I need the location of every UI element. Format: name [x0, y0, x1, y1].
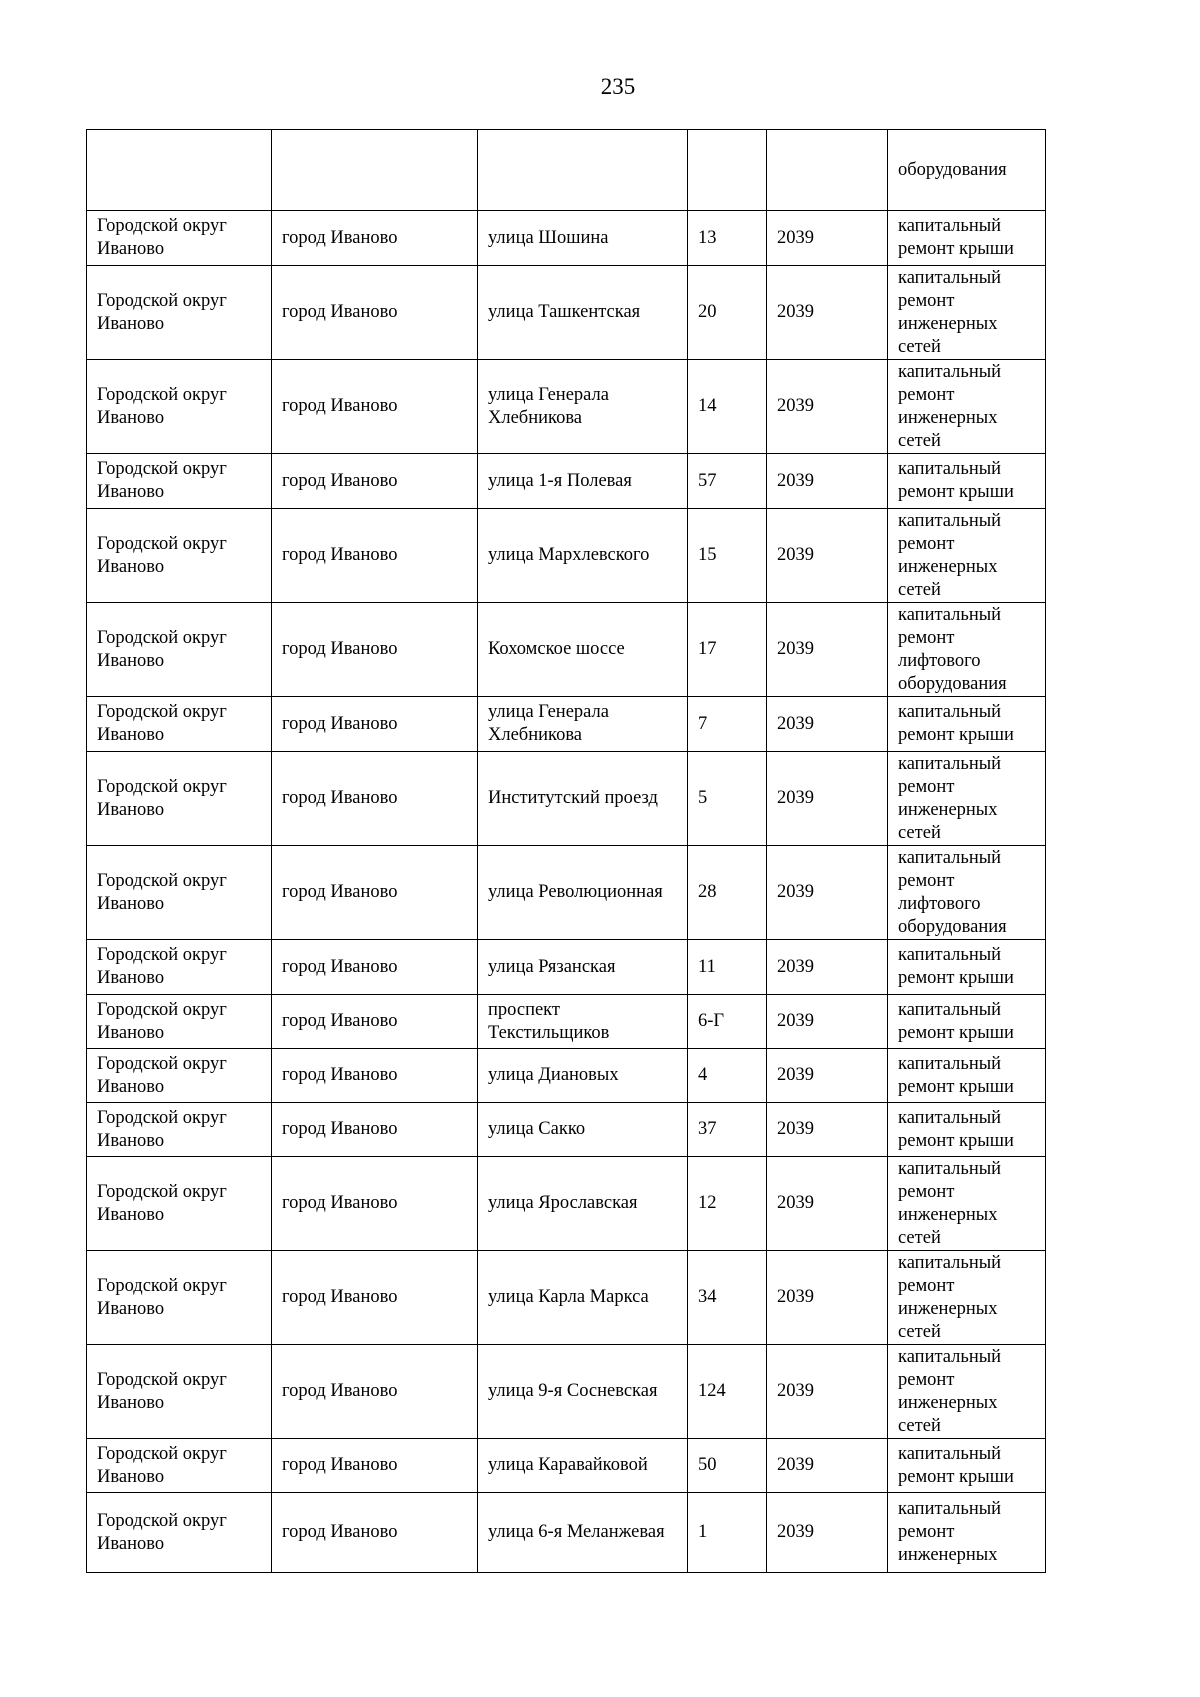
- year-cell: 2039: [767, 603, 888, 697]
- work-type-cell: капитальный ремонт крыши: [888, 454, 1046, 509]
- street-cell: проспект Текстильщиков: [478, 995, 688, 1049]
- house-number-cell: 28: [688, 846, 767, 940]
- street-cell: улица Каравайковой: [478, 1439, 688, 1493]
- street-cell: улица 1-я Полевая: [478, 454, 688, 509]
- house-number-cell: 5: [688, 752, 767, 846]
- street-cell: улица Шошина: [478, 211, 688, 266]
- table-row: [87, 1493, 1046, 1573]
- table-row: [87, 940, 1046, 995]
- house-number-cell: 14: [688, 360, 767, 454]
- settlement-cell: город Иваново: [272, 1157, 478, 1251]
- year-cell: 2039: [767, 1251, 888, 1345]
- municipality-cell: Городской округ Иваново: [87, 266, 272, 360]
- settlement-cell: город Иваново: [272, 1493, 478, 1573]
- settlement-cell: город Иваново: [272, 360, 478, 454]
- settlement-cell: город Иваново: [272, 211, 478, 266]
- street-cell: улица Сакко: [478, 1103, 688, 1157]
- house-number-cell: 20: [688, 266, 767, 360]
- year-cell: 2039: [767, 509, 888, 603]
- work-type-cell: капитальный ремонт инженерных сетей: [888, 1251, 1046, 1345]
- page-number: 235: [600, 74, 636, 99]
- street-cell: улица Диановых: [478, 1049, 688, 1103]
- house-number-cell: 50: [688, 1439, 767, 1493]
- table-row: [87, 1251, 1046, 1345]
- house-number-cell: 6-Г: [688, 995, 767, 1049]
- repair-schedule-table: [86, 129, 1046, 1573]
- street-cell: улица Карла Маркса: [478, 1251, 688, 1345]
- work-type-cell: оборудования: [888, 130, 1046, 211]
- work-type-cell: капитальный ремонт инженерных сетей: [888, 752, 1046, 846]
- year-cell: 2039: [767, 1157, 888, 1251]
- municipality-cell: Городской округ Иваново: [87, 603, 272, 697]
- table-row: [87, 211, 1046, 266]
- table-row: [87, 752, 1046, 846]
- house-number-cell: 57: [688, 454, 767, 509]
- settlement-cell: [272, 130, 478, 211]
- table-row: [87, 995, 1046, 1049]
- year-cell: 2039: [767, 360, 888, 454]
- municipality-cell: Городской округ Иваново: [87, 752, 272, 846]
- year-cell: 2039: [767, 697, 888, 752]
- municipality-cell: Городской округ Иваново: [87, 1103, 272, 1157]
- municipality-cell: Городской округ Иваново: [87, 211, 272, 266]
- table-row: [87, 697, 1046, 752]
- house-number-cell: 37: [688, 1103, 767, 1157]
- table-row-continuation: [87, 130, 1046, 211]
- settlement-cell: город Иваново: [272, 995, 478, 1049]
- table-row: [87, 1345, 1046, 1439]
- table-row: [87, 1439, 1046, 1493]
- settlement-cell: город Иваново: [272, 1439, 478, 1493]
- settlement-cell: город Иваново: [272, 266, 478, 360]
- house-number-cell: 17: [688, 603, 767, 697]
- table-row: [87, 1103, 1046, 1157]
- municipality-cell: Городской округ Иваново: [87, 846, 272, 940]
- year-cell: 2039: [767, 1439, 888, 1493]
- municipality-cell: Городской округ Иваново: [87, 1345, 272, 1439]
- municipality-cell: Городской округ Иваново: [87, 995, 272, 1049]
- municipality-cell: Городской округ Иваново: [87, 360, 272, 454]
- settlement-cell: город Иваново: [272, 603, 478, 697]
- house-number-cell: 1: [688, 1493, 767, 1573]
- table-row: [87, 360, 1046, 454]
- work-type-cell: капитальный ремонт инженерных сетей: [888, 1345, 1046, 1439]
- street-cell: улица 9-я Сосневская: [478, 1345, 688, 1439]
- settlement-cell: город Иваново: [272, 509, 478, 603]
- year-cell: 2039: [767, 846, 888, 940]
- street-cell: улица Ярославская: [478, 1157, 688, 1251]
- street-cell: улица Мархлевского: [478, 509, 688, 603]
- work-type-cell: капитальный ремонт крыши: [888, 1439, 1046, 1493]
- settlement-cell: город Иваново: [272, 846, 478, 940]
- year-cell: 2039: [767, 752, 888, 846]
- work-type-cell: капитальный ремонт лифтового оборудования: [888, 603, 1046, 697]
- street-cell: улица Генерала Хлебникова: [478, 360, 688, 454]
- year-cell: 2039: [767, 1049, 888, 1103]
- work-type-cell: капитальный ремонт крыши: [888, 940, 1046, 995]
- work-type-cell: капитальный ремонт инженерных сетей: [888, 266, 1046, 360]
- work-type-cell: капитальный ремонт инженерных: [888, 1493, 1046, 1573]
- municipality-cell: Городской округ Иваново: [87, 1493, 272, 1573]
- house-number-cell: 13: [688, 211, 767, 266]
- house-number-cell: 124: [688, 1345, 767, 1439]
- work-type-cell: капитальный ремонт лифтового оборудования: [888, 846, 1046, 940]
- settlement-cell: город Иваново: [272, 752, 478, 846]
- year-cell: [767, 130, 888, 211]
- settlement-cell: город Иваново: [272, 1049, 478, 1103]
- street-cell: улица 6-я Меланжевая: [478, 1493, 688, 1573]
- street-cell: Кохомское шоссе: [478, 603, 688, 697]
- table-row: [87, 454, 1046, 509]
- work-type-cell: капитальный ремонт инженерных сетей: [888, 509, 1046, 603]
- settlement-cell: город Иваново: [272, 697, 478, 752]
- year-cell: 2039: [767, 995, 888, 1049]
- work-type-cell: капитальный ремонт крыши: [888, 1103, 1046, 1157]
- municipality-cell: Городской округ Иваново: [87, 697, 272, 752]
- municipality-cell: Городской округ Иваново: [87, 940, 272, 995]
- year-cell: 2039: [767, 1103, 888, 1157]
- work-type-cell: капитальный ремонт крыши: [888, 1049, 1046, 1103]
- house-number-cell: 4: [688, 1049, 767, 1103]
- house-number-cell: 15: [688, 509, 767, 603]
- year-cell: 2039: [767, 1345, 888, 1439]
- municipality-cell: Городской округ Иваново: [87, 1157, 272, 1251]
- street-cell: улица Ташкентская: [478, 266, 688, 360]
- house-number-cell: 34: [688, 1251, 767, 1345]
- work-type-cell: капитальный ремонт крыши: [888, 211, 1046, 266]
- house-number-cell: 12: [688, 1157, 767, 1251]
- municipality-cell: Городской округ Иваново: [87, 1251, 272, 1345]
- settlement-cell: город Иваново: [272, 1103, 478, 1157]
- house-number-cell: 11: [688, 940, 767, 995]
- work-type-cell: капитальный ремонт крыши: [888, 995, 1046, 1049]
- street-cell: улица Революционная: [478, 846, 688, 940]
- municipality-cell: Городской округ Иваново: [87, 454, 272, 509]
- year-cell: 2039: [767, 266, 888, 360]
- table-row: [87, 266, 1046, 360]
- year-cell: 2039: [767, 454, 888, 509]
- settlement-cell: город Иваново: [272, 454, 478, 509]
- settlement-cell: город Иваново: [272, 1251, 478, 1345]
- work-type-cell: капитальный ремонт инженерных сетей: [888, 360, 1046, 454]
- table-row: [87, 603, 1046, 697]
- year-cell: 2039: [767, 211, 888, 266]
- year-cell: 2039: [767, 940, 888, 995]
- municipality-cell: Городской округ Иваново: [87, 1439, 272, 1493]
- settlement-cell: город Иваново: [272, 1345, 478, 1439]
- table-row: [87, 509, 1046, 603]
- street-cell: улица Рязанская: [478, 940, 688, 995]
- house-number-cell: 7: [688, 697, 767, 752]
- municipality-cell: [87, 130, 272, 211]
- table-row: [87, 1157, 1046, 1251]
- municipality-cell: Городской округ Иваново: [87, 509, 272, 603]
- work-type-cell: капитальный ремонт инженерных сетей: [888, 1157, 1046, 1251]
- street-cell: [478, 130, 688, 211]
- settlement-cell: город Иваново: [272, 940, 478, 995]
- municipality-cell: Городской округ Иваново: [87, 1049, 272, 1103]
- street-cell: Институтский проезд: [478, 752, 688, 846]
- table-row: [87, 846, 1046, 940]
- work-type-cell: капитальный ремонт крыши: [888, 697, 1046, 752]
- year-cell: 2039: [767, 1493, 888, 1573]
- house-number-cell: [688, 130, 767, 211]
- street-cell: улица Генерала Хлебникова: [478, 697, 688, 752]
- table-row: [87, 1049, 1046, 1103]
